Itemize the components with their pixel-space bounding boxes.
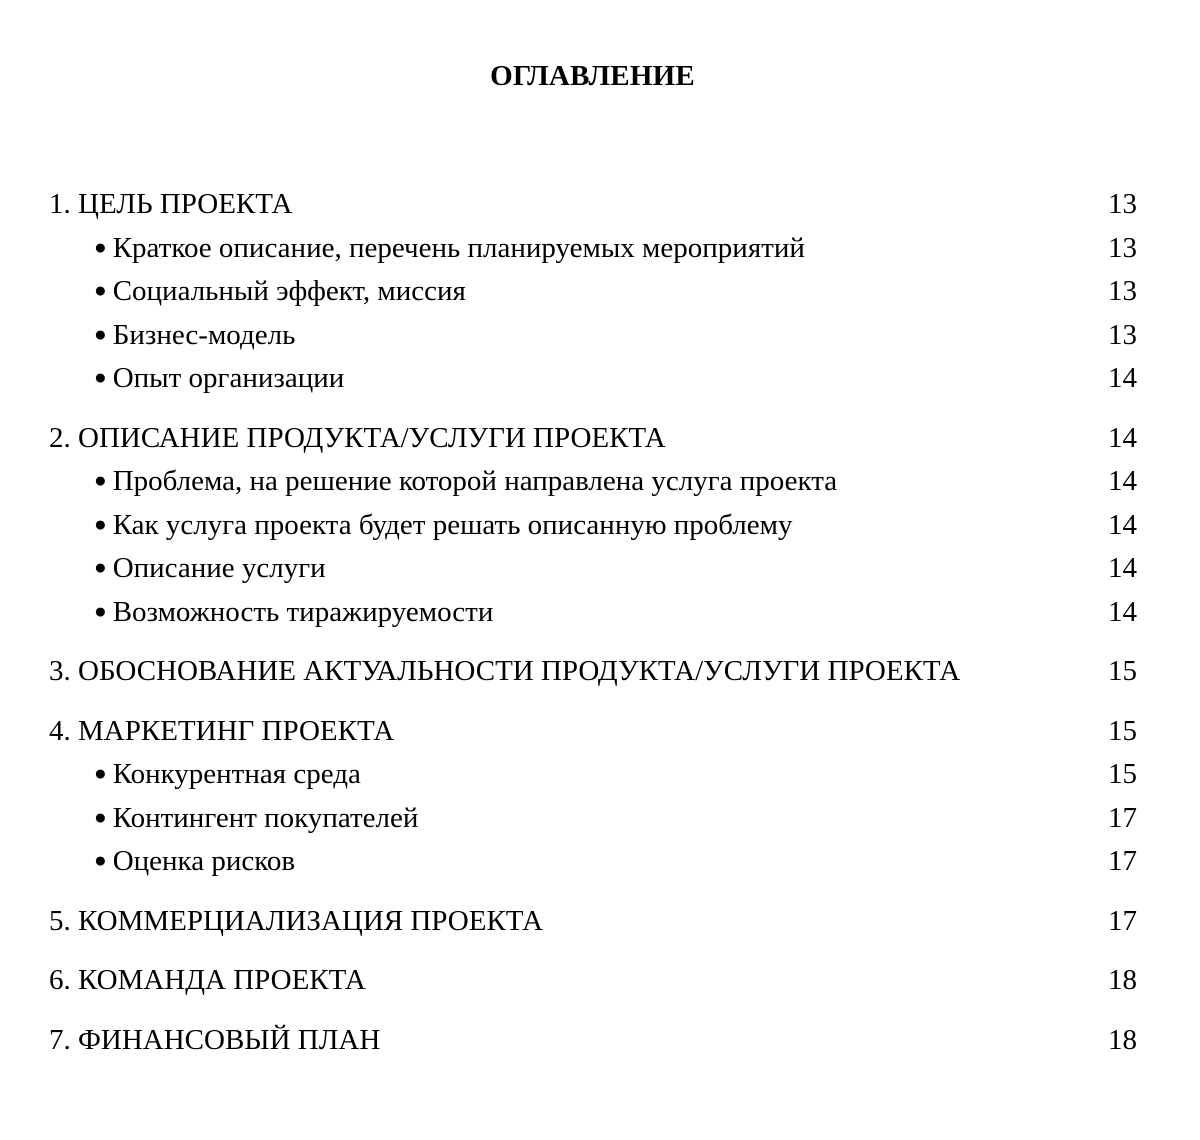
toc-page-number: 13 xyxy=(1108,275,1137,307)
toc-section-6 xyxy=(49,959,1137,1003)
toc-subentry-label: Описание услуги xyxy=(112,552,326,584)
toc-entry-label: 1. ЦЕЛЬ ПРОЕКТА xyxy=(49,188,293,220)
toc-page-number: 18 xyxy=(1108,964,1137,996)
toc-subentry-label: Социальный эффект, миссия xyxy=(112,275,466,307)
toc-subentry[interactable] xyxy=(49,547,1137,591)
toc-subentry-label: Конкурентная среда xyxy=(112,758,361,790)
toc-page-number: 15 xyxy=(1108,714,1137,747)
bullet-icon: ● xyxy=(94,278,107,302)
toc-subentry-label: Контингент покупателей xyxy=(112,801,419,834)
toc-entry-label: 5. КОММЕРЦИАЛИЗАЦИЯ ПРОЕКТА xyxy=(49,904,544,937)
toc-subentry[interactable] xyxy=(49,227,1137,271)
toc-page-number: 13 xyxy=(1108,188,1137,220)
toc-subentry[interactable] xyxy=(49,753,1137,797)
toc-entry[interactable] xyxy=(49,710,1137,754)
bullet-icon: ● xyxy=(94,365,107,389)
toc-subentry-label: Возможность тиражируемости xyxy=(112,595,494,628)
toc-entry[interactable] xyxy=(49,183,1137,227)
toc-subentry[interactable] xyxy=(49,460,1137,504)
toc-subentry[interactable] xyxy=(49,504,1137,548)
toc-subentry-label: Бизнес-модель xyxy=(112,318,296,351)
bullet-icon: ● xyxy=(94,804,107,829)
toc-section-4 xyxy=(49,710,1137,884)
toc-page-number: 17 xyxy=(1108,845,1137,877)
toc-page-number: 18 xyxy=(1108,1023,1137,1056)
toc-subentry[interactable] xyxy=(49,840,1137,884)
toc-section-7 xyxy=(49,1019,1137,1063)
toc-page-number: 17 xyxy=(1108,801,1137,834)
toc-subentry-label: Краткое описание, перечень планируемых мероприятий xyxy=(112,231,805,264)
toc-section-2 xyxy=(49,417,1137,635)
toc-subentry[interactable] xyxy=(49,591,1137,635)
bullet-icon: ● xyxy=(94,598,107,623)
toc-page-number: 15 xyxy=(1108,758,1137,790)
toc-section-3 xyxy=(49,650,1137,694)
bullet-icon: ● xyxy=(94,234,107,259)
bullet-icon: ● xyxy=(94,468,107,492)
toc-page-number: 15 xyxy=(1108,655,1137,687)
page-title: ОГЛАВЛЕНИЕ xyxy=(490,60,695,92)
toc-subentry-label: Как услуга проекта будет решать описанную проблему xyxy=(112,508,793,541)
toc-entry-label: 4. МАРКЕТИНГ ПРОЕКТА xyxy=(49,714,395,747)
toc-subentry[interactable] xyxy=(49,357,1137,401)
toc-entry-label: 2. ОПИСАНИЕ ПРОДУКТА/УСЛУГИ ПРОЕКТА xyxy=(49,421,666,454)
bullet-icon: ● xyxy=(94,321,107,346)
bullet-icon: ● xyxy=(94,555,107,579)
toc-entry[interactable] xyxy=(49,900,1137,944)
toc-page-number: 14 xyxy=(1108,508,1137,541)
toc-page-number: 14 xyxy=(1108,552,1137,584)
toc-entry[interactable] xyxy=(49,417,1137,461)
toc-subentry-label: Опыт организации xyxy=(112,362,345,394)
table-of-contents xyxy=(49,183,1137,1078)
toc-subentry-label: Оценка рисков xyxy=(112,845,296,877)
toc-page-number: 14 xyxy=(1108,421,1137,454)
toc-subentry-label: Проблема, на решение которой направлена услуга проекта xyxy=(112,465,838,497)
toc-page-number: 13 xyxy=(1108,231,1137,264)
toc-entry-label: 7. ФИНАНСОВЫЙ ПЛАН xyxy=(49,1023,381,1056)
toc-entry-label: 6. КОМАНДА ПРОЕКТА xyxy=(49,964,366,996)
toc-subentry[interactable] xyxy=(49,270,1137,314)
toc-page-number: 17 xyxy=(1108,904,1137,937)
toc-section-5 xyxy=(49,900,1137,944)
toc-page-number: 14 xyxy=(1108,595,1137,628)
toc-page-number: 13 xyxy=(1108,318,1137,351)
toc-section-1 xyxy=(49,183,1137,401)
bullet-icon: ● xyxy=(94,848,107,872)
toc-subentry[interactable] xyxy=(49,797,1137,841)
toc-entry[interactable] xyxy=(49,650,1137,694)
toc-page-number: 14 xyxy=(1108,362,1137,394)
toc-page-number: 14 xyxy=(1108,465,1137,497)
bullet-icon: ● xyxy=(94,511,107,536)
bullet-icon: ● xyxy=(94,761,107,785)
toc-entry[interactable] xyxy=(49,959,1137,1003)
toc-entry-label: 3. ОБОСНОВАНИЕ АКТУАЛЬНОСТИ ПРОДУКТА/УСЛУГИ ПРОЕКТА xyxy=(49,655,961,687)
toc-entry[interactable] xyxy=(49,1019,1137,1063)
toc-subentry[interactable] xyxy=(49,314,1137,358)
